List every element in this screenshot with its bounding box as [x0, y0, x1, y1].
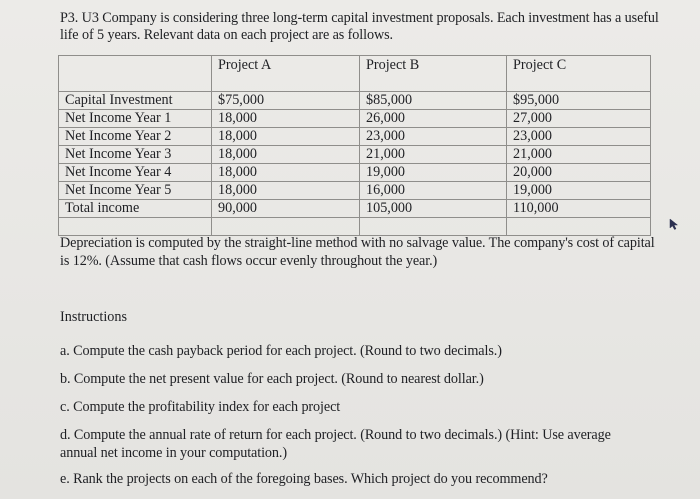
instruction-item-e: e. Rank the projects on each of the foregoing bases. Which project do you recommend?	[60, 471, 548, 487]
cell-project-b: 23,000	[360, 128, 507, 146]
table-row-empty	[59, 218, 651, 236]
empty-cell	[59, 218, 212, 236]
cell-project-c: 110,000	[507, 200, 651, 218]
cell-project-c: 23,000	[507, 128, 651, 146]
table-row	[59, 182, 651, 200]
row-label: Net Income Year 4	[59, 164, 212, 182]
table-row	[59, 200, 651, 218]
cell-project-c: 27,000	[507, 110, 651, 128]
cell-project-b: 16,000	[360, 182, 507, 200]
cell-project-a: 18,000	[212, 128, 360, 146]
row-label: Net Income Year 5	[59, 182, 212, 200]
row-label: Capital Investment	[59, 92, 212, 110]
table-header-project-b: Project B	[360, 56, 507, 92]
cell-project-b: 105,000	[360, 200, 507, 218]
table-header-blank	[59, 56, 212, 92]
instruction-item-b: b. Compute the net present value for each project. (Round to nearest dollar.)	[60, 371, 484, 387]
cell-project-a: 18,000	[212, 182, 360, 200]
cell-project-a: $75,000	[212, 92, 360, 110]
table-row	[59, 128, 651, 146]
cell-project-c: 19,000	[507, 182, 651, 200]
cell-project-a: 18,000	[212, 146, 360, 164]
cell-project-b: 19,000	[360, 164, 507, 182]
cell-project-a: 90,000	[212, 200, 360, 218]
table-row	[59, 146, 651, 164]
empty-cell	[507, 218, 651, 236]
row-label: Total income	[59, 200, 212, 218]
cell-project-c: $95,000	[507, 92, 651, 110]
table-header-row	[59, 56, 651, 92]
cell-project-b: 21,000	[360, 146, 507, 164]
instruction-item-a: a. Compute the cash payback period for each project. (Round to two decimals.)	[60, 343, 502, 359]
empty-cell	[212, 218, 360, 236]
project-data-table	[58, 55, 651, 236]
mouse-pointer-icon	[669, 218, 679, 230]
instruction-item-d: d. Compute the annual rate of return for each project. (Round to two decimals.) (Hint: Use average annual net income in your computation.)	[60, 427, 611, 461]
table-header-project-a: Project A	[212, 56, 360, 92]
empty-cell	[360, 218, 507, 236]
cell-project-c: 20,000	[507, 164, 651, 182]
table-row	[59, 92, 651, 110]
cell-project-a: 18,000	[212, 164, 360, 182]
cell-project-c: 21,000	[507, 146, 651, 164]
cell-project-a: 18,000	[212, 110, 360, 128]
problem-intro: P3. U3 Company is considering three long-term capital investment proposals. Each investment has a useful life of 5 years. Relevant data on each project are as follows.	[60, 10, 659, 43]
table-row	[59, 164, 651, 182]
cell-project-b: 26,000	[360, 110, 507, 128]
instruction-item-c: c. Compute the profitability index for each project	[60, 399, 341, 415]
instructions-heading: Instructions	[60, 309, 127, 325]
row-label: Net Income Year 1	[59, 110, 212, 128]
depreciation-note: Depreciation is computed by the straight-line method with no salvage value. The company's cost of capital is 12%. (Assume that cash flows occur evenly throughout the year.)	[60, 235, 655, 269]
table-row	[59, 110, 651, 128]
row-label: Net Income Year 3	[59, 146, 212, 164]
cell-project-b: $85,000	[360, 92, 507, 110]
row-label: Net Income Year 2	[59, 128, 212, 146]
table-header-project-c: Project C	[507, 56, 651, 92]
